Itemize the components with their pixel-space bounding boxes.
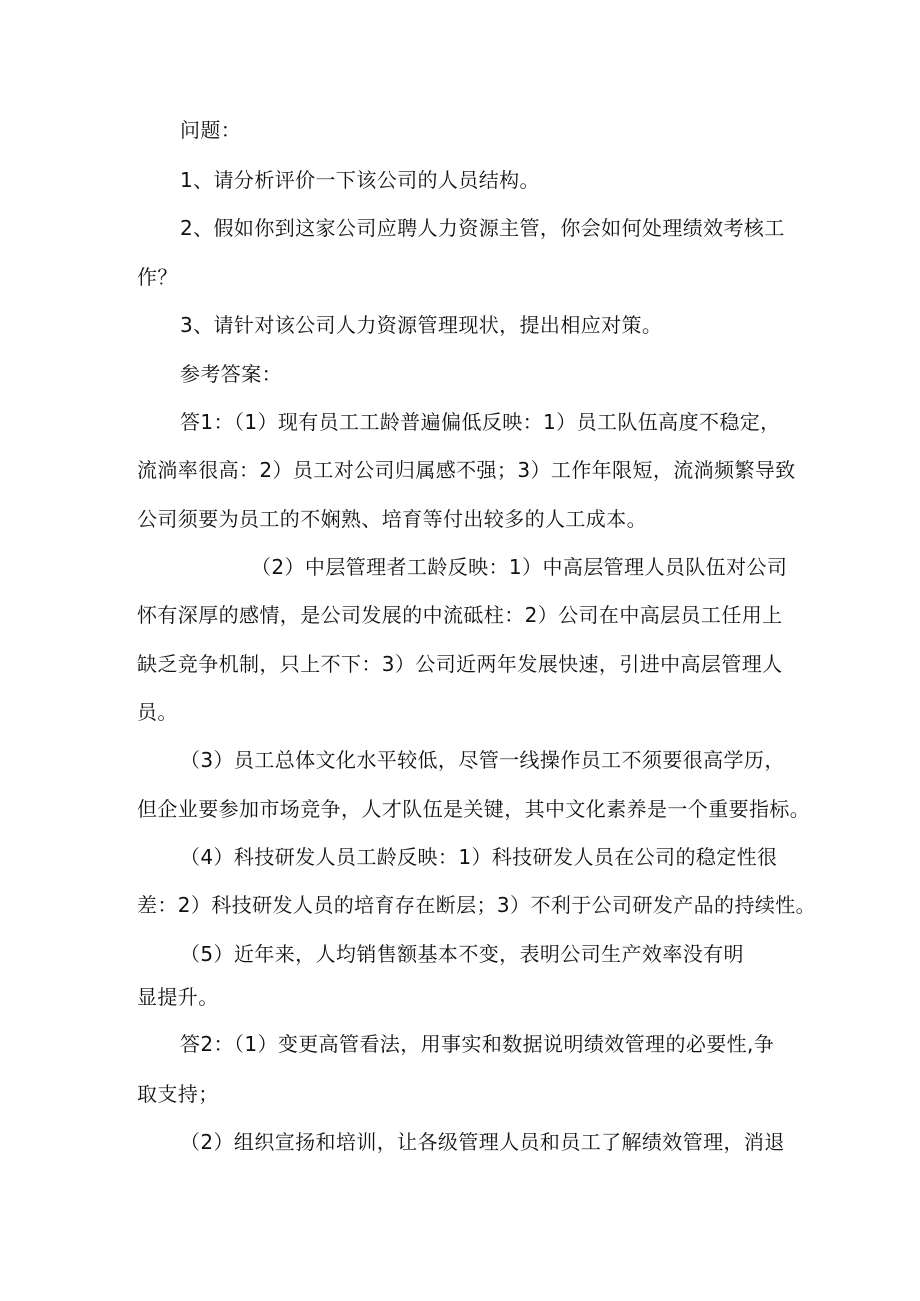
answer-1-line-1: 答1：（1）现有员工工龄普遍偏低反映：1）员工队伍高度不稳定， bbox=[180, 410, 781, 434]
answer-1-point-3-line-2: 但企业要参加市场竞争，人才队伍是关键，其中文化素养是一个重要指标。 bbox=[137, 797, 811, 821]
answer-1-point-5-line-1: （5）近年来，人均销售额基本不变，表明公司生产效率没有明 bbox=[180, 942, 744, 966]
answer-1-point-4-line-1: （4）科技研发人员工龄反映：1）科技研发人员在公司的稳定性很 bbox=[180, 845, 778, 869]
answer-2-line-1: 答2：（1）变更高管看法，用事实和数据说明绩效管理的必要性,争 bbox=[180, 1032, 775, 1056]
answer-1-point-2-line-3: 缺乏竞争机制，只上不下：3）公司近两年发展快速，引进中高层管理人 bbox=[137, 652, 783, 676]
answer-1-point-2-line-1: （2）中层管理者工龄反映：1）中高层管理人员队伍对公司 bbox=[251, 555, 788, 579]
answer-1-point-4-line-2: 差：2）科技研发人员的培育存在断层；3）不利于公司研发产品的持续性。 bbox=[137, 893, 817, 917]
questions-heading: 问题： bbox=[180, 118, 242, 142]
answers-heading: 参考答案： bbox=[180, 362, 282, 386]
answer-1-point-3-line-1: （3）员工总体文化水平较低，尽管一线操作员工不须要很高学历， bbox=[180, 748, 785, 772]
question-1: 1、请分析评价一下该公司的人员结构。 bbox=[180, 168, 540, 192]
question-2-line-2: 作？ bbox=[137, 265, 178, 289]
question-3: 3、请针对该公司人力资源管理现状，提出相应对策。 bbox=[180, 313, 663, 337]
answer-2-point-2-line-1: （2）组织宣扬和培训，让各级管理人员和员工了解绩效管理，消退 bbox=[180, 1130, 785, 1154]
answer-1-line-2: 流淌率很高：2）员工对公司归属感不强；3）工作年限短，流淌频繁导致 bbox=[137, 458, 796, 482]
question-2-line-1: 2、假如你到这家公司应聘人力资源主管，你会如何处理绩效考核工 bbox=[180, 216, 785, 240]
answer-2-line-2: 取支持； bbox=[137, 1082, 219, 1106]
answer-1-line-3: 公司须要为员工的不娴熟、培育等付出较多的人工成本。 bbox=[137, 507, 647, 531]
answer-1-point-2-line-2: 怀有深厚的感情，是公司发展的中流砥柱：2）公司在中高层员工任用上 bbox=[137, 603, 783, 627]
answer-1-point-2-line-4: 员。 bbox=[137, 700, 178, 724]
answer-1-point-5-line-2: 显提升。 bbox=[137, 985, 219, 1009]
